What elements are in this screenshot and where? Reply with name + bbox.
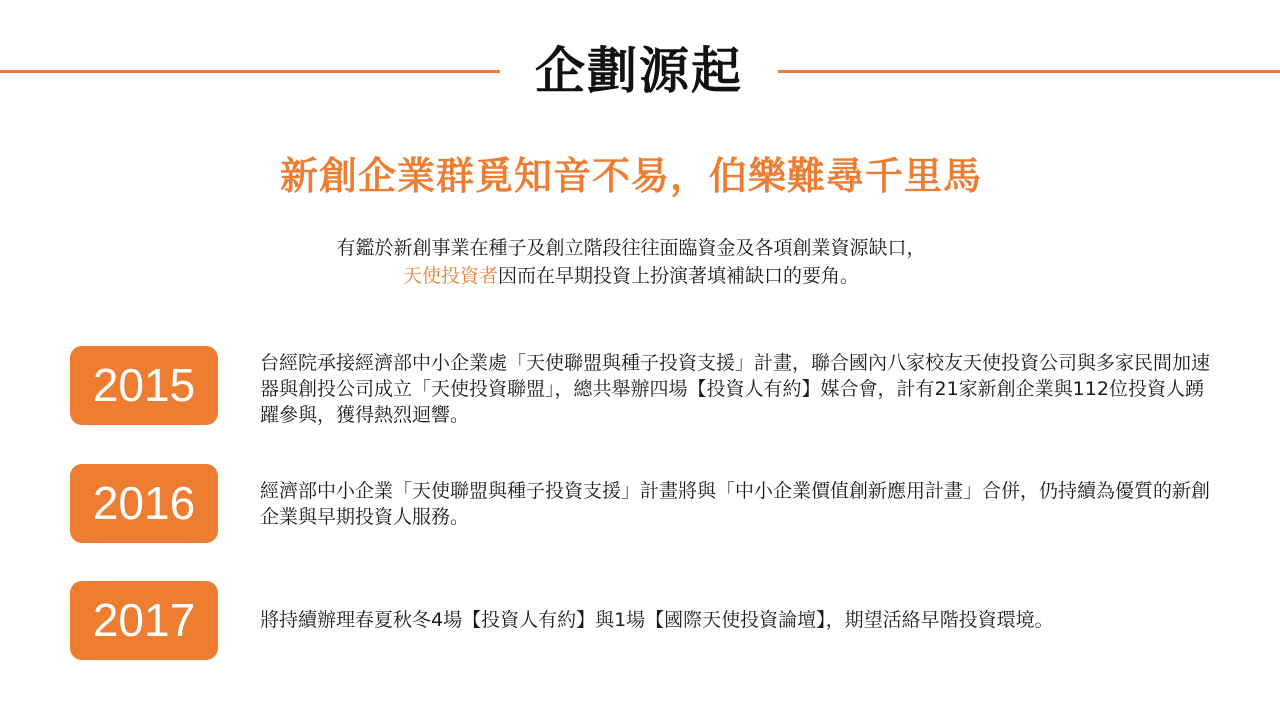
intro-line-1: 有鑑於新創事業在種子及創立階段往往面臨資金及各項創業資源缺口， — [336, 237, 926, 259]
intro-highlight-angel-investors: 天使投資者 — [402, 265, 498, 287]
intro-paragraph — [0, 234, 1262, 290]
title-rule-left — [0, 70, 500, 73]
intro-line-2 — [0, 262, 1262, 290]
page-title: 企劃源起 — [535, 42, 743, 100]
year-badge-2017: 2017 — [70, 581, 218, 660]
timeline-description-2017: 將持續辦理春夏秋冬4場【投資人有約】與1場【國際天使投資論壇】，期望活絡早階投資環境。 — [260, 609, 1054, 631]
year-badge-2015: 2015 — [70, 346, 218, 425]
intro-line-2-rest: 因而在早期投資上扮演著填補缺口的要角。 — [498, 265, 860, 287]
slide-subtitle: 新創企業群覓知音不易，伯樂難尋千里馬 — [279, 154, 982, 198]
year-badge-2016: 2016 — [70, 464, 218, 543]
title-rule-right — [778, 70, 1280, 73]
timeline-description-2015: 台經院承接經濟部中小企業處「天使聯盟與種子投資支援」計畫，聯合國內八家校友天使投資公司與多家民間加速器與創投公司成立「天使投資聯盟」，總共舉辦四場【投資人有約】媒合會，計有21家新創企業與112位投資人踴躍參與，獲得熱烈迴響。 — [260, 352, 1211, 426]
timeline-description-2016: 經濟部中小企業「天使聯盟與種子投資支援」計畫將與「中小企業價值創新應用計畫」合併，仍持續為優質的新創企業與早期投資人服務。 — [260, 480, 1211, 528]
